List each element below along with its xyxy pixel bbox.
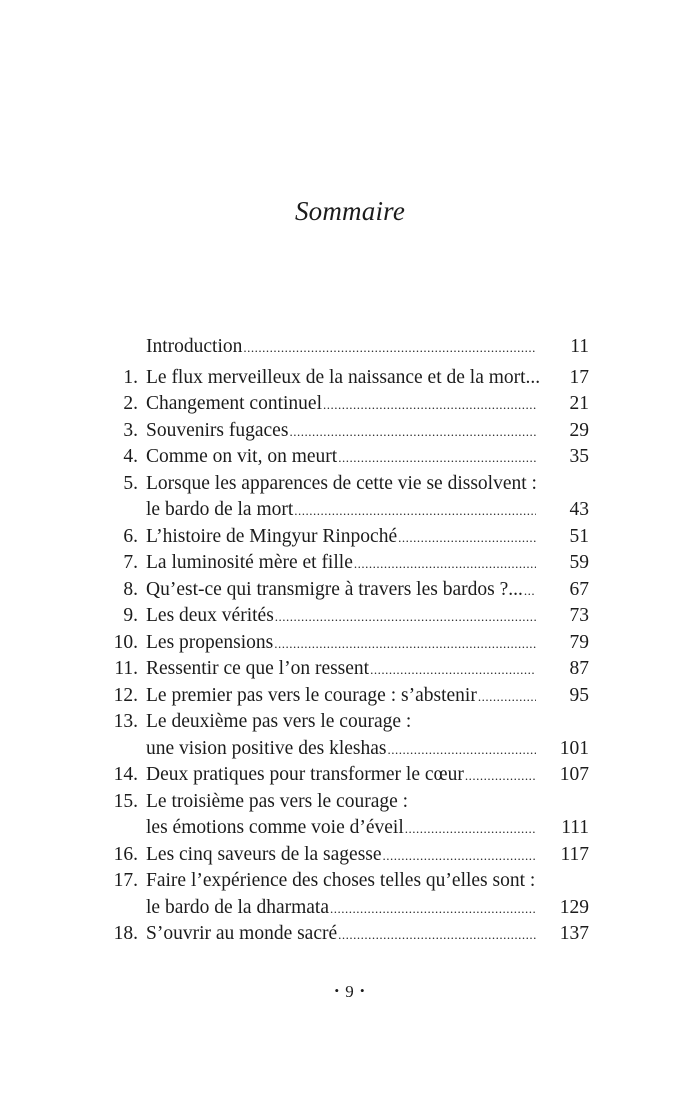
toc-entry-page: 111	[561, 817, 589, 838]
dot-leader	[275, 604, 536, 631]
toc-entry-page: 117	[560, 843, 589, 865]
toc-entry-page: 43	[569, 499, 589, 520]
toc-entry-title: Les cinq saveurs de la sagesse	[146, 843, 382, 865]
dot-leader	[243, 335, 536, 362]
toc-entry-text-row	[146, 656, 536, 684]
toc-entry-text-row	[146, 921, 536, 949]
dot-leader	[289, 419, 536, 446]
toc-entry-title: le bardo de la mort	[146, 499, 294, 520]
toc-entry-page: 17	[569, 366, 589, 388]
toc-entry-line	[0, 842, 700, 869]
toc-entry-text-row	[146, 334, 536, 362]
toc-entry-text-row	[146, 603, 536, 631]
toc-entry-title: Les propensions	[146, 631, 274, 653]
toc-entry-title: Ressentir ce que l’on ressent	[146, 658, 370, 679]
toc-entry-text-row	[146, 550, 536, 578]
dot-leader	[274, 631, 536, 658]
toc-entry-number: 4.	[123, 446, 138, 467]
toc-entry-number: 17.	[113, 870, 138, 891]
toc-entry-text-row	[146, 895, 536, 923]
toc-entry-number: 18.	[113, 923, 138, 944]
dot-leader	[370, 657, 536, 684]
toc-entry-number: 9.	[123, 605, 138, 626]
toc-entry-line	[0, 762, 700, 789]
toc-entry-number: 12.	[113, 684, 138, 706]
toc-entry-line	[0, 656, 700, 683]
toc-entry-page: 79	[569, 631, 589, 653]
toc-entry-text-row	[146, 683, 536, 711]
toc-entry-number: 8.	[123, 578, 138, 600]
toc-entry-line	[0, 524, 700, 551]
toc-entry-text-row	[146, 815, 536, 843]
dot-leader	[323, 392, 536, 419]
toc-entry-line	[0, 868, 700, 895]
toc-entry-number: 6.	[123, 525, 138, 547]
toc-entry-page: 35	[569, 446, 589, 467]
toc-entry-line	[0, 709, 700, 736]
toc-entry-title: Le flux merveilleux de la naissance et de la mort...	[146, 366, 541, 388]
toc-entry-line	[0, 603, 700, 630]
toc-entry-line	[0, 334, 700, 361]
toc-entry-number: 5.	[123, 472, 138, 494]
toc-entry-title: Deux pratiques pour transformer le cœur	[146, 764, 464, 785]
dot-leader	[338, 445, 536, 472]
folio-bullet-left: •	[334, 983, 340, 998]
toc-entry-number: 7.	[123, 552, 138, 573]
toc-entry-line	[0, 365, 700, 392]
dot-leader	[338, 922, 536, 949]
dot-leader	[354, 551, 536, 578]
toc-entry-title: une vision positive des kleshas	[146, 737, 387, 759]
toc-entry-line	[0, 577, 700, 604]
dot-leader	[330, 896, 536, 923]
toc-entry-line	[0, 630, 700, 657]
dot-leader	[387, 737, 536, 764]
page-title: Sommaire	[294, 196, 406, 226]
toc-entry-page: 51	[569, 525, 589, 547]
toc-entry-text-row	[146, 524, 536, 552]
dot-leader	[383, 843, 536, 870]
toc-entry-text-row	[146, 444, 536, 472]
toc-entry-text-row	[146, 736, 536, 764]
toc-entry-line	[0, 418, 700, 445]
toc-entry-line	[0, 444, 700, 471]
toc-entry-line	[0, 815, 700, 842]
toc-entry-text-row	[146, 842, 536, 870]
dot-leader	[294, 498, 536, 525]
toc-entry-number: 16.	[113, 843, 138, 865]
toc-entry-title: Le premier pas vers le courage : s’abstenir	[146, 684, 477, 706]
toc-entry-page: 95	[569, 684, 589, 706]
toc-entry-number: 14.	[113, 764, 138, 785]
toc-entry-number: 2.	[123, 393, 138, 414]
page-number: 9	[345, 982, 355, 1001]
toc-entry-title: Les deux vérités	[146, 605, 274, 626]
toc-entry-page: 73	[569, 605, 589, 626]
toc-entry-number: 11.	[114, 658, 138, 679]
toc-entry-title: Comme on vit, on meurt	[146, 446, 338, 467]
toc-entry-page: 107	[559, 764, 589, 785]
toc-entry-title: L’histoire de Mingyur Rinpoché	[146, 525, 398, 547]
table-of-contents	[0, 334, 700, 948]
toc-entry-page: 137	[559, 923, 589, 944]
toc-entry-line	[0, 921, 700, 948]
toc-entry-page: 11	[570, 336, 589, 357]
toc-entry-title: Le deuxième pas vers le courage :	[146, 711, 412, 732]
toc-entry-title: S’ouvrir au monde sacré	[146, 923, 338, 944]
toc-entry-number: 15.	[113, 790, 138, 812]
toc-entry-text-row	[146, 630, 536, 658]
toc-entry-text-row	[146, 471, 536, 498]
toc-entry-text-row	[146, 365, 541, 393]
toc-entry-title: La luminosité mère et fille	[146, 552, 353, 573]
toc-entry-text-row	[146, 868, 536, 895]
toc-entry-line	[0, 789, 700, 816]
toc-entry-page: 29	[569, 419, 589, 441]
toc-entry-line	[0, 736, 700, 763]
toc-entry-title: Introduction	[146, 336, 243, 357]
toc-entry-title: le bardo de la dharmata	[146, 896, 329, 918]
toc-entry-page: 129	[559, 896, 589, 918]
toc-entry-page: 21	[569, 393, 589, 414]
toc-entry-line	[0, 683, 700, 710]
toc-entry-title: Souvenirs fugaces	[146, 419, 289, 441]
toc-entry-title: Changement continuel	[146, 393, 322, 414]
folio-bullet-right: •	[360, 983, 366, 998]
toc-entry-number: 1.	[123, 366, 138, 388]
toc-entry-text-row	[146, 789, 536, 816]
dot-leader	[465, 763, 536, 790]
toc-entry-text-row	[146, 418, 536, 446]
toc-entry-page: 87	[569, 658, 589, 679]
toc-entry-number: 3.	[123, 419, 138, 441]
toc-entry-line	[0, 895, 700, 922]
toc-entry-page: 59	[569, 552, 589, 573]
toc-entry-page: 101	[559, 737, 589, 759]
dot-leader	[405, 816, 536, 843]
toc-entry-text-row	[146, 577, 536, 605]
toc-entry-line	[0, 391, 700, 418]
toc-entry-title: les émotions comme voie d’éveil	[146, 817, 404, 838]
folio	[0, 982, 700, 1002]
toc-entry-number: 13.	[113, 711, 138, 732]
toc-entry-title: Faire l’expérience des choses telles qu’elles sont :	[146, 870, 536, 891]
toc-entry-page: 67	[569, 578, 589, 600]
dot-leader	[478, 684, 536, 711]
dot-leader	[524, 578, 536, 605]
toc-entry-text-row	[146, 709, 536, 736]
toc-entry-line	[0, 550, 700, 577]
toc-entry-title: Lorsque les apparences de cette vie se dissolvent :	[146, 472, 537, 494]
toc-entry-text-row	[146, 497, 536, 525]
toc-entry-title: Le troisième pas vers le courage :	[146, 790, 409, 812]
toc-entry-line	[0, 497, 700, 524]
dot-leader	[398, 525, 536, 552]
toc-entry-title: Qu’est-ce qui transmigre à travers les bardos ?...	[146, 578, 523, 600]
toc-entry-text-row	[146, 762, 536, 790]
toc-entry-number: 10.	[113, 631, 138, 653]
toc-entry-text-row	[146, 391, 536, 419]
toc-entry-line	[0, 471, 700, 498]
